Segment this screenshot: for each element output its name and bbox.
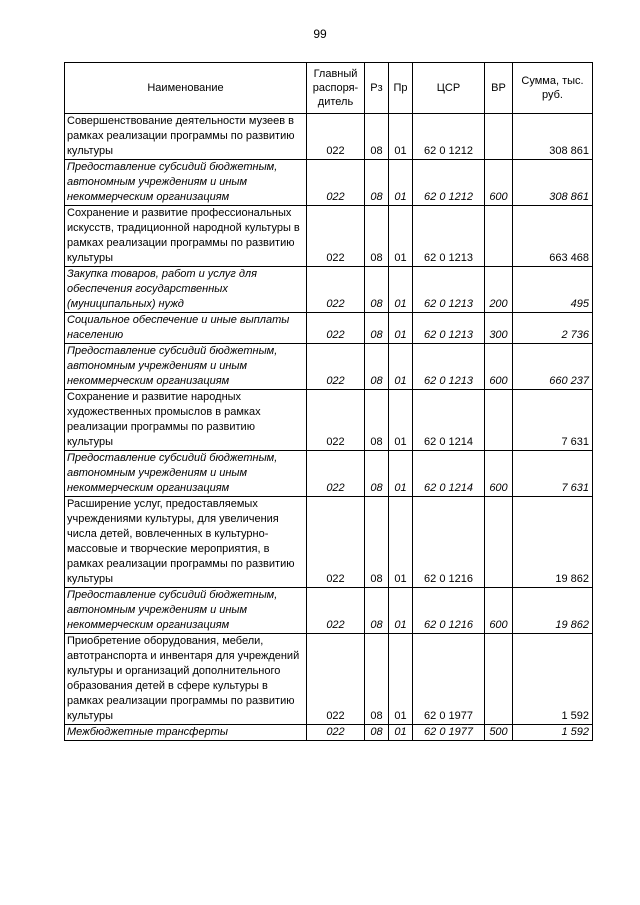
- cell-name: Предоставление субсидий бюджетным, автономным учреждениям и иным некоммерческим организациям: [65, 160, 307, 206]
- header-sum: Сумма, тыс. руб.: [513, 63, 593, 114]
- cell-admin: 022: [307, 313, 365, 344]
- cell-name: Предоставление субсидий бюджетным, автономным учреждениям и иным некоммерческим организациям: [65, 451, 307, 497]
- cell-rz: 08: [365, 344, 389, 390]
- cell-name: Совершенствование деятельности музеев в рамках реализации программы по развитию культуры: [65, 114, 307, 160]
- table-row: [65, 725, 593, 741]
- cell-pr: 01: [389, 206, 413, 267]
- cell-csr: 62 0 1216: [413, 497, 485, 588]
- cell-admin: 022: [307, 344, 365, 390]
- cell-csr: 62 0 1213: [413, 344, 485, 390]
- cell-sum: 663 468: [513, 206, 593, 267]
- cell-name: Расширение услуг, предоставляемых учреждениями культуры, для увеличения числа детей, вовлеченных в культурно-массовые и творческие мероприятия, в рамках реализации программы по развитию культуры: [65, 497, 307, 588]
- cell-rz: 08: [365, 313, 389, 344]
- cell-sum: 7 631: [513, 451, 593, 497]
- cell-name: Приобретение оборудования, мебели, автотранспорта и инвентаря для учреждений культуры и организаций дополнительного образования детей в сфере культуры в рамках реализации программы по развитию культуры: [65, 634, 307, 725]
- cell-rz: 08: [365, 267, 389, 313]
- table-row: [65, 497, 593, 588]
- cell-pr: 01: [389, 313, 413, 344]
- cell-pr: 01: [389, 160, 413, 206]
- table-row: [65, 390, 593, 451]
- header-rz: Рз: [365, 63, 389, 114]
- cell-sum: 19 862: [513, 497, 593, 588]
- cell-csr: 62 0 1212: [413, 160, 485, 206]
- cell-sum: 308 861: [513, 114, 593, 160]
- cell-vr: 600: [485, 344, 513, 390]
- table-row: [65, 267, 593, 313]
- cell-name: Предоставление субсидий бюджетным, автономным учреждениям и иным некоммерческим организациям: [65, 344, 307, 390]
- cell-vr: 200: [485, 267, 513, 313]
- cell-rz: 08: [365, 634, 389, 725]
- cell-name: Межбюджетные трансферты: [65, 725, 307, 741]
- cell-rz: 08: [365, 497, 389, 588]
- cell-csr: 62 0 1214: [413, 451, 485, 497]
- table-row: [65, 313, 593, 344]
- cell-admin: 022: [307, 114, 365, 160]
- header-name: Наименование: [65, 63, 307, 114]
- cell-vr: 300: [485, 313, 513, 344]
- header-csr: ЦСР: [413, 63, 485, 114]
- cell-csr: 62 0 1212: [413, 114, 485, 160]
- cell-sum: 1 592: [513, 725, 593, 741]
- header-pr: Пр: [389, 63, 413, 114]
- cell-vr: 600: [485, 588, 513, 634]
- cell-pr: 01: [389, 634, 413, 725]
- cell-sum: 1 592: [513, 634, 593, 725]
- cell-rz: 08: [365, 160, 389, 206]
- cell-rz: 08: [365, 114, 389, 160]
- page-number: 99: [313, 27, 327, 41]
- cell-vr: [485, 206, 513, 267]
- cell-csr: 62 0 1977: [413, 634, 485, 725]
- table-row: [65, 206, 593, 267]
- cell-admin: 022: [307, 725, 365, 741]
- budget-table: [64, 62, 593, 741]
- cell-admin: 022: [307, 390, 365, 451]
- cell-rz: 08: [365, 451, 389, 497]
- cell-admin: 022: [307, 267, 365, 313]
- table-header-row: [65, 63, 593, 114]
- cell-pr: 01: [389, 451, 413, 497]
- cell-sum: 19 862: [513, 588, 593, 634]
- header-admin: Главный распоря-дитель: [307, 63, 365, 114]
- cell-rz: 08: [365, 206, 389, 267]
- cell-name: Предоставление субсидий бюджетным, автономным учреждениям и иным некоммерческим организациям: [65, 588, 307, 634]
- cell-rz: 08: [365, 725, 389, 741]
- cell-pr: 01: [389, 344, 413, 390]
- cell-pr: 01: [389, 588, 413, 634]
- cell-pr: 01: [389, 390, 413, 451]
- cell-pr: 01: [389, 725, 413, 741]
- cell-admin: 022: [307, 588, 365, 634]
- cell-admin: 022: [307, 451, 365, 497]
- cell-vr: 600: [485, 451, 513, 497]
- cell-sum: 7 631: [513, 390, 593, 451]
- cell-vr: 600: [485, 160, 513, 206]
- cell-sum: 308 861: [513, 160, 593, 206]
- header-vr: ВР: [485, 63, 513, 114]
- table-row: [65, 344, 593, 390]
- cell-rz: 08: [365, 390, 389, 451]
- table-row: [65, 588, 593, 634]
- cell-sum: 660 237: [513, 344, 593, 390]
- cell-admin: 022: [307, 497, 365, 588]
- cell-pr: 01: [389, 114, 413, 160]
- cell-admin: 022: [307, 206, 365, 267]
- cell-name: Сохранение и развитие профессиональных искусств, традиционной народной культуры в рамках реализации программы по развитию культуры: [65, 206, 307, 267]
- cell-csr: 62 0 1213: [413, 267, 485, 313]
- cell-csr: 62 0 1213: [413, 313, 485, 344]
- cell-vr: 500: [485, 725, 513, 741]
- cell-sum: 2 736: [513, 313, 593, 344]
- table-row: [65, 160, 593, 206]
- cell-vr: [485, 390, 513, 451]
- cell-pr: 01: [389, 497, 413, 588]
- cell-name: Сохранение и развитие народных художественных промыслов в рамках реализации программы по развитию культуры: [65, 390, 307, 451]
- cell-rz: 08: [365, 588, 389, 634]
- cell-csr: 62 0 1213: [413, 206, 485, 267]
- cell-csr: 62 0 1216: [413, 588, 485, 634]
- cell-sum: 495: [513, 267, 593, 313]
- cell-name: Социальное обеспечение и иные выплаты населению: [65, 313, 307, 344]
- cell-vr: [485, 114, 513, 160]
- table-row: [65, 634, 593, 725]
- table-row: [65, 114, 593, 160]
- cell-admin: 022: [307, 634, 365, 725]
- cell-admin: 022: [307, 160, 365, 206]
- cell-pr: 01: [389, 267, 413, 313]
- cell-vr: [485, 497, 513, 588]
- cell-csr: 62 0 1214: [413, 390, 485, 451]
- cell-vr: [485, 634, 513, 725]
- table-row: [65, 451, 593, 497]
- cell-name: Закупка товаров, работ и услуг для обеспечения государственных (муниципальных) нужд: [65, 267, 307, 313]
- cell-csr: 62 0 1977: [413, 725, 485, 741]
